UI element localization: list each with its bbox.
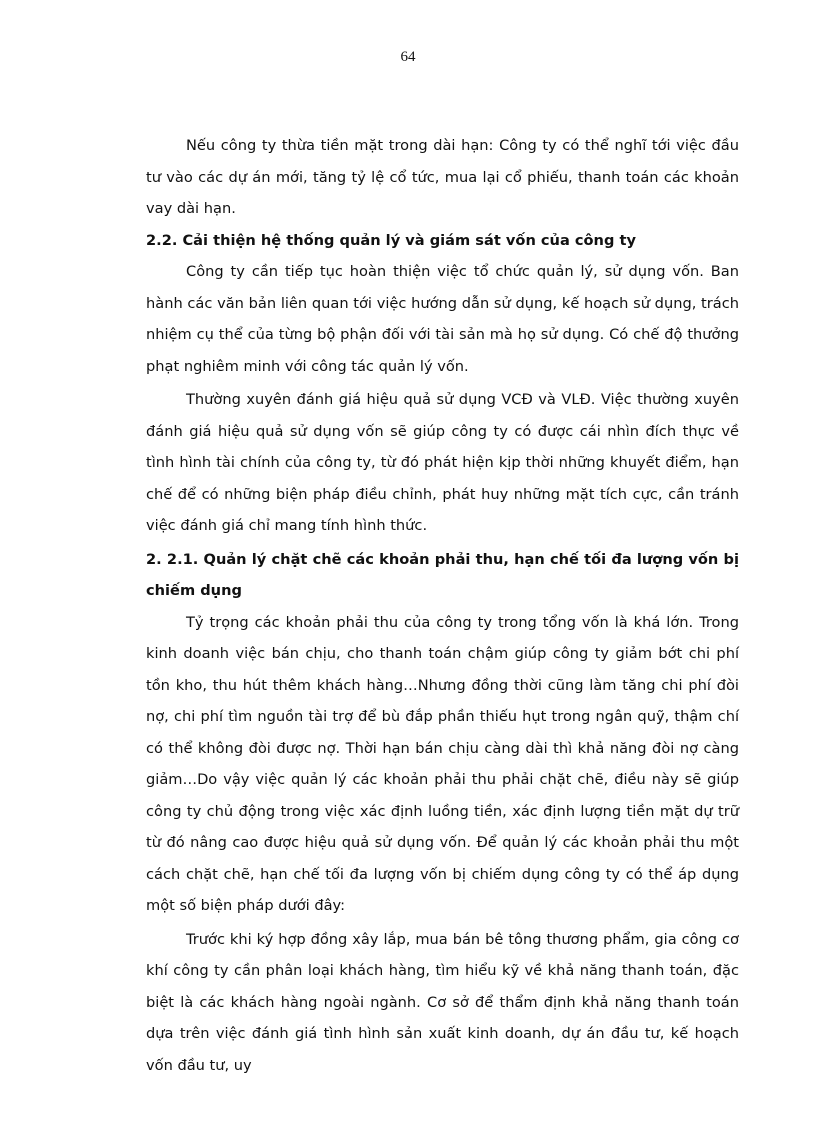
paragraph-customer-classification: Trước khi ký hợp đồng xây lắp, mua bán bê tông thương phẩm, gia công cơ khí công ty cần phân loại khách hàng, tìm hiểu kỹ về khả năng thanh toán, đặc biệt là các khách hàng ngoài ngành. Cơ sở để thẩm định khả năng thanh toán dựa trên việc đánh giá tình hình sản xuất kinh doanh, dự án đầu tư, kế hoạch vốn đầu tư, uy [146, 930, 739, 1074]
paragraph-receivables: Tỷ trọng các khoản phải thu của công ty trong tổng vốn là khá lớn. Trong kinh doanh việc bán chịu, cho thanh toán chậm giúp công ty giảm bớt chi phí tồn kho, thu hút thêm khách hàng…Nhưng đồng thời cũng làm tăng chi phí đòi nợ, chi phí tìm nguồn tài trợ để bù đắp phần thiếu hụt trong ngân quỹ, thậm chí có thể không đòi được nợ. Thời hạn bán chịu càng dài thì khả năng đòi nợ càng giảm…Do vậy việc quản lý các khoản phải thu phải chặt chẽ, điều này sẽ giúp công ty chủ động trong việc xác định luồng tiền, xác định lượng tiền mặt dự trữ từ đó nâng cao được hiệu quả sử dụng vốn. Để quản lý các khoản phải thu một cách chặt chẽ, hạn chế tối đa lượng vốn bị chiếm dụng công ty có thể áp dụng một số biện pháp dưới đây: [146, 613, 739, 914]
paragraph-efficiency-evaluation: Thường xuyên đánh giá hiệu quả sử dụng VCĐ và VLĐ. Việc thường xuyên đánh giá hiệu quả sử dụng vốn sẽ giúp công ty có được cái nhìn đích thực về tình hình tài chính của công ty, từ đó phát hiện kịp thời những khuyết điểm, hạn chế để có những biện pháp điều chỉnh, phát huy những mặt tích cực, cần tránh việc đánh giá chỉ mang tính hình thức. [146, 391, 739, 534]
section-heading-2-2-1: 2. 2.1. Quản lý chặt chẽ các khoản phải thu, hạn chế tối đa lượng vốn bị chiếm dụng [146, 550, 739, 599]
paragraph-capital-management: Công ty cần tiếp tục hoàn thiện việc tổ chức quản lý, sử dụng vốn. Ban hành các văn bản liên quan tới việc hướng dẫn sử dụng, kế hoạch sử dụng, trách nhiệm cụ thể của từng bộ phận đối với tài sản mà họ sử dụng. Có chế độ thưởng phạt nghiêm minh với công tác quản lý vốn. [146, 263, 739, 375]
paragraph-excess-cash: Nếu công ty thừa tiền mặt trong dài hạn: Công ty có thể nghĩ tới việc đầu tư vào các dự án mới, tăng tỷ lệ cổ tức, mua lại cổ phiếu, thanh toán các khoản vay dài hạn. [146, 137, 739, 217]
page-number: 64 [400, 49, 416, 65]
section-heading-2-2: 2.2. Cải thiện hệ thống quản lý và giám sát vốn của công ty [146, 231, 636, 249]
document-body [146, 130, 739, 1081]
